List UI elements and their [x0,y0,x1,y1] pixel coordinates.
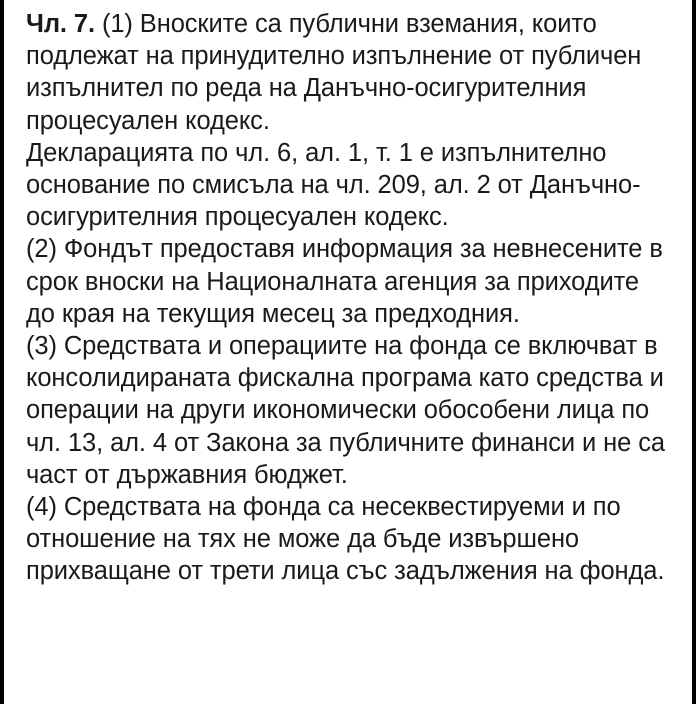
paragraph-1 [26,8,674,137]
paragraph-2: (2) Фондът предоставя информация за невнесените в срок вноски на Националната агенция за приходите до края на текущия месец за предходния. [26,235,663,328]
paragraph-3: (3) Средствата и операциите на фонда се включват в консолидираната фискална програма като средства и операции на други икономически обособени лица по чл. 13, ал. 4 от Закона за публичните финанси и не са част от държавния бюджет. [26,332,665,489]
paragraph-1-text: (1) Вноските са публични вземания, които подлежат на принудително изпълнение от публичен изпълнител по реда на Данъчно-осигурителния процесуален кодекс. [26,10,642,135]
paragraph-4: (4) Средствата на фонда са несеквестируеми и по отношение на тях не може да бъде извършено прихващане от трети лица със задължения на фонда. [26,493,665,586]
paragraph-1-continued: Декларацията по чл. 6, ал. 1, т. 1 е изпълнително основание по смисъла на чл. 209, ал. 2 от Данъчно-осигурителния процесуален кодекс. [26,138,641,232]
article-heading: Чл. 7. [26,10,95,38]
article-text [26,8,674,588]
